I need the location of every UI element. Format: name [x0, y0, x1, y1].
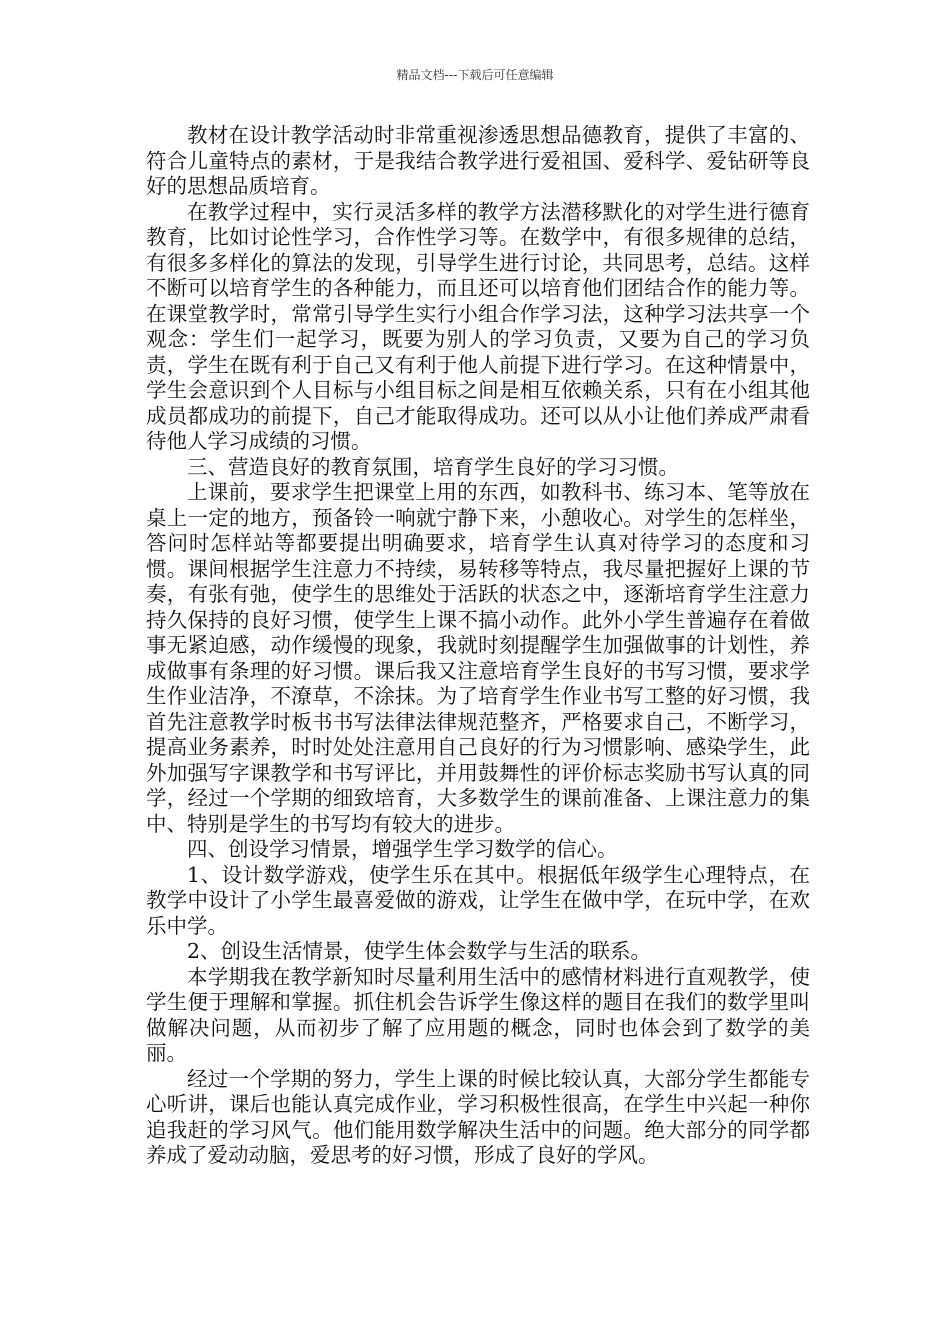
paragraph: 本学期我在教学新知时尽量利用生活中的感情材料进行直观教学，使学生便于理解和掌握。抓住机会告诉学生像这样的题目在我们的数学里叫做解决问题，从而初步了解了应用题的概念，同时也体会到了数学的美丽。: [146, 964, 810, 1065]
document-body: [146, 123, 810, 1169]
paragraph: 在教学过程中，实行灵活多样的教学方法潜移默化的对学生进行德育教育，比如讨论性学习，合作性学习等。在数学中，有很多规律的总结，有很多多样化的算法的发现，引导学生进行讨论，共同思考，总结。这样不断可以培育学生的各种能力，而且还可以培育他们团结合作的能力等。在课堂教学时，常常引导学生实行小组合作学习法，这种学习法共享一个观念：学生们一起学习，既要为别人的学习负责，又要为自己的学习负责，学生在既有利于自己又有利于他人前提下进行学习。在这种情景中，学生会意识到个人目标与小组目标之间是相互依赖关系，只有在小组其他成员都成功的前提下，自己才能取得成功。还可以从小让他们养成严肃看待他人学习成绩的习惯。: [146, 199, 810, 453]
paragraph: 上课前，要求学生把课堂上用的东西，如教科书、练习本、笔等放在桌上一定的地方，预备铃一响就宁静下来，小憩收心。对学生的怎样坐，答问时怎样站等都要提出明确要求，培育学生认真对待学习的态度和习惯。课间根据学生注意力不持续，易转移等特点，我尽量把握好上课的节奏，有张有弛，使学生的思维处于活跃的状态之中，逐渐培育学生注意力持久保持的良好习惯，使学生上课不搞小动作。此外小学生普遍存在着做事无紧迫感，动作缓慢的现象，我就时刻提醒学生加强做事的计划性，养成做事有条理的好习惯。课后我又注意培育学生良好的书写习惯，要求学生作业洁净，不潦草，不涂抹。为了培育学生作业书写工整的好习惯，我首先注意教学时板书书写法律法律规范整齐，严格要求自己，不断学习，提高业务素养，时时处处注意用自己良好的行为习惯影响、感染学生，此外加强写字课教学和书写评比，并用鼓舞性的评价标志奖励书写认真的同学，经过一个学期的细致培育，大多数学生的课前准备、上课注意力的集中、特别是学生的书写均有较大的进步。: [146, 480, 810, 836]
paragraph: 教材在设计教学活动时非常重视渗透思想品德教育，提供了丰富的、符合儿童特点的素材，于是我结合教学进行爱祖国、爱科学、爱钻研等良好的思想品质培育。: [146, 123, 810, 198]
section-heading: 四、创设学习情景，增强学生学习数学的信心。: [187, 837, 618, 861]
section-heading: 三、营造良好的教育氛围，培育学生良好的学习习惯。: [187, 454, 679, 479]
paragraph: 1、设计数学游戏，使学生乐在其中。根据低年级学生心理特点，在教学中设计了小学生最喜爱做的游戏，让学生在做中学，在玩中学，在欢乐中学。: [146, 862, 810, 938]
paragraph: 2、创设生活情景，使学生体会数学与生活的联系。: [187, 939, 652, 963]
page-header: 精品文档---下载后可任意编辑: [396, 68, 554, 82]
paragraph: 经过一个学期的努力，学生上课的时候比较认真，大部分学生都能专心听讲，课后也能认真完成作业，学习积极性很高，在学生中兴起一种你追我赶的学习风气。他们能用数学解决生活中的问题。绝大部分的同学都养成了爱动动脑，爱思考的好习惯，形成了良好的学风。: [146, 1066, 810, 1167]
